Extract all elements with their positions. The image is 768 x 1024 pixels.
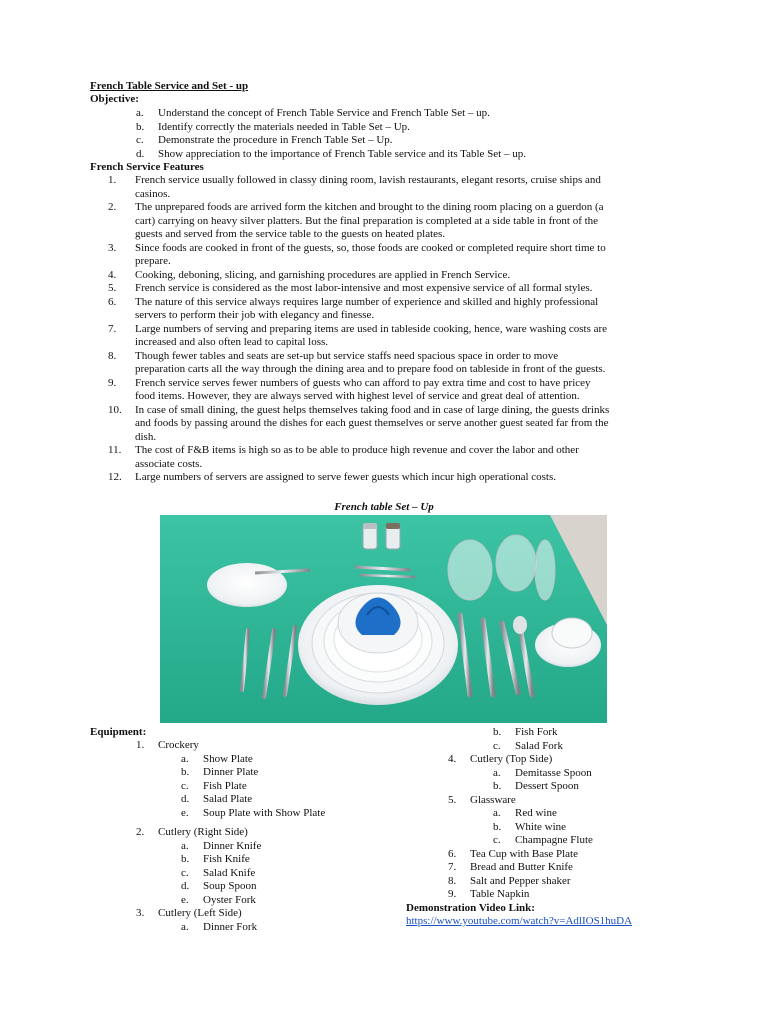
equipment-item <box>448 740 728 754</box>
list-text: Cutlery (Top Side) <box>470 753 553 765</box>
equipment-item <box>136 880 416 894</box>
list-text: Dinner Knife <box>203 839 262 852</box>
list-text: Demonstrate the procedure in French Table Set – Up. <box>158 134 393 146</box>
list-marker: 6. <box>108 295 117 308</box>
list-marker: a. <box>493 766 501 779</box>
list-text: Show Plate <box>203 752 253 765</box>
equipment-item <box>448 767 728 781</box>
list-text <box>135 269 680 283</box>
list-text <box>135 242 680 269</box>
list-text: Cutlery (Right Side) <box>158 826 248 838</box>
list-marker: a. <box>136 107 144 119</box>
equipment-category <box>448 875 728 889</box>
list-marker: e. <box>181 806 189 819</box>
tea-cup <box>552 618 592 648</box>
list-text: Show appreciation to the importance of French Table service and its Table Set – up. <box>158 147 526 160</box>
feature-line: French service serves fewer numbers of guests who can afford to pay extra time and cost to have pricey <box>135 376 591 389</box>
feature-line: In case of small dining, the guest helps themselves taking food and in case of large dining, the guests drinks <box>135 403 610 416</box>
feature-line: guests and served from the service table to the guests on heated plates. <box>135 228 446 240</box>
list-marker: 8. <box>108 349 117 362</box>
list-text: Salad Fork <box>515 739 563 752</box>
equipment-item <box>136 780 416 794</box>
feature-item <box>108 269 680 283</box>
list-text <box>135 404 680 445</box>
list-marker: 9. <box>108 376 117 389</box>
feature-item <box>108 174 680 201</box>
list-marker: 4. <box>448 753 457 765</box>
equipment-category <box>448 861 728 875</box>
list-text: Salt and Pepper shaker <box>470 874 571 887</box>
list-marker: 11. <box>108 444 122 456</box>
list-marker: 3. <box>136 907 145 919</box>
equipment-category <box>448 794 728 808</box>
list-marker: b. <box>493 726 502 738</box>
list-marker: 2. <box>136 826 145 838</box>
list-text <box>135 323 680 350</box>
objective-item <box>136 107 696 121</box>
table-setup-photo <box>160 515 607 723</box>
equipment-item <box>136 921 416 935</box>
white-wine-glass <box>496 535 536 591</box>
feature-line: The nature of this service always requires large number of experience and skilled and highly professional <box>135 295 599 308</box>
list-text: Understand the concept of French Table Service and French Table Set – up. <box>158 107 490 119</box>
list-text <box>135 471 680 485</box>
features-heading: French Service Features <box>90 161 204 173</box>
equipment-item <box>136 867 416 881</box>
list-marker: b. <box>493 820 502 833</box>
demo-video-link[interactable]: https://www.youtube.com/watch?v=AdlIOS1huDA <box>406 915 633 927</box>
list-marker: 12. <box>108 471 122 483</box>
list-marker: 6. <box>448 847 457 860</box>
objective-heading: Objective: <box>90 93 139 105</box>
list-text: Glassware <box>470 793 516 806</box>
equipment-heading: Equipment: <box>90 726 147 738</box>
list-marker: e. <box>181 893 189 906</box>
list-text: Dinner Plate <box>203 766 259 778</box>
list-marker: 5. <box>448 793 457 806</box>
list-text: Cutlery (Left Side) <box>158 907 242 919</box>
feature-line: French service usually followed in classy dining room, lavish restaurants, elegant resorts, cruise ships and <box>135 174 601 186</box>
list-marker: 10. <box>108 403 122 416</box>
list-text <box>135 377 680 404</box>
feature-line: food items. However, they are always served with highest level of service and great deal of attention. <box>135 390 580 402</box>
feature-line: and foods by passing around the dishes for each guest themselves or serve another guest seated far from the <box>135 417 609 429</box>
list-text: Oyster Fork <box>203 893 256 906</box>
list-text: Table Napkin <box>470 888 530 900</box>
feature-line: The cost of F&B items is high so as to be able to produce high revenue and cover the labor and other <box>135 444 579 456</box>
equipment-item <box>136 840 416 854</box>
list-marker: a. <box>181 752 189 765</box>
list-text: Fish Fork <box>515 726 558 738</box>
equipment-item <box>448 821 728 835</box>
equipment-list-right <box>448 726 728 902</box>
feature-item <box>108 296 680 323</box>
features-list <box>108 174 680 485</box>
list-text <box>135 350 680 377</box>
document-title: French Table Service and Set - up <box>90 80 249 92</box>
feature-line: French service is considered as the most labor-intensive and most expensive service of all formal styles. <box>135 282 593 294</box>
feature-item <box>108 471 680 485</box>
list-marker: d. <box>181 880 190 892</box>
feature-line: Cooking, deboning, slicing, and garnishing procedures are applied in French Service. <box>135 268 511 281</box>
equipment-item <box>136 853 416 867</box>
equipment-category <box>136 907 416 921</box>
list-marker: d. <box>136 147 145 160</box>
list-text <box>135 174 680 201</box>
demo-video-heading: Demonstration Video Link: <box>406 902 535 914</box>
feature-line: casinos. <box>135 187 171 200</box>
list-text: Crockery <box>158 739 199 751</box>
list-text: Tea Cup with Base Plate <box>470 847 578 860</box>
list-marker: c. <box>493 834 501 846</box>
equipment-list-left <box>136 739 416 934</box>
list-marker: 2. <box>108 201 117 213</box>
list-text: Red wine <box>515 807 557 819</box>
equipment-item <box>136 793 416 807</box>
list-marker: 8. <box>448 874 457 887</box>
list-marker: 1. <box>136 739 145 751</box>
feature-line: Large numbers of serving and preparing items are used in tableside cooking, hence, ware washing costs are <box>135 322 608 335</box>
list-marker: c. <box>181 779 189 792</box>
list-text: Soup Plate with Show Plate <box>203 806 326 819</box>
feature-item <box>108 323 680 350</box>
equipment-category <box>136 826 416 840</box>
list-marker: c. <box>181 866 189 879</box>
objective-list <box>136 107 696 161</box>
feature-line: preparation carts all the way through the dining area and to prepare food on tableside in front of the guests. <box>135 363 606 375</box>
list-text: Bread and Butter Knife <box>470 861 573 873</box>
equipment-item <box>448 726 728 740</box>
list-marker: 9. <box>448 888 457 900</box>
equipment-item <box>136 753 416 767</box>
feature-line: Since foods are cooked in front of the guests, so, those foods are cooked or completed require short time to <box>135 241 606 254</box>
feature-line: servers to perform their job with elegancy and finesse. <box>135 309 375 321</box>
list-marker: a. <box>493 807 501 819</box>
equipment-item <box>136 807 416 821</box>
list-text: Fish Plate <box>203 779 247 792</box>
list-text: Dessert Spoon <box>515 780 579 792</box>
list-marker: 7. <box>448 861 457 873</box>
feature-line: The unprepared foods are arrived form the kitchen and brought to the dining room placing on a guerdon (a <box>135 201 604 213</box>
list-marker: 1. <box>108 174 117 186</box>
feature-line: Though fewer tables and seats are set-up but service staffs need spacious space in order to move <box>135 349 559 362</box>
bread-plate <box>207 563 287 607</box>
objective-item <box>136 148 696 162</box>
list-text: Salad Knife <box>203 866 256 879</box>
list-marker: 3. <box>108 241 117 254</box>
list-text: Salad Plate <box>203 793 253 805</box>
equipment-category <box>448 848 728 862</box>
feature-item <box>108 404 680 445</box>
list-marker: 5. <box>108 282 117 294</box>
list-text: Identify correctly the materials needed in Table Set – Up. <box>158 120 410 133</box>
list-marker: 4. <box>108 268 117 281</box>
list-marker: d. <box>181 793 190 805</box>
list-text: Demitasse Spoon <box>515 766 592 779</box>
feature-line: increased and also often lead to capital loss. <box>135 336 329 348</box>
objective-item <box>136 134 696 148</box>
feature-item <box>108 242 680 269</box>
equipment-category <box>448 888 728 902</box>
equipment-category <box>136 739 416 753</box>
list-text: Dinner Fork <box>203 920 258 933</box>
equipment-item <box>448 780 728 794</box>
figure-caption: French table Set – Up <box>334 501 434 513</box>
list-text <box>135 444 680 471</box>
list-marker: 7. <box>108 322 117 335</box>
list-marker: b. <box>181 853 190 865</box>
soup-spoon <box>513 616 527 634</box>
list-text: Soup Spoon <box>203 880 257 892</box>
list-text <box>135 201 680 242</box>
list-text: White wine <box>515 820 567 833</box>
list-marker: b. <box>181 766 190 778</box>
list-marker: b. <box>136 120 145 133</box>
feature-line: prepare. <box>135 255 171 267</box>
feature-line: dish. <box>135 430 157 443</box>
feature-item <box>108 201 680 242</box>
feature-line: associate costs. <box>135 457 203 470</box>
list-text <box>135 282 680 296</box>
list-marker: b. <box>493 780 502 792</box>
equipment-item <box>136 766 416 780</box>
equipment-item <box>136 894 416 908</box>
objective-item <box>136 121 696 135</box>
list-marker: a. <box>181 839 189 852</box>
feature-line: cart) carrying on heavy silver platters. But the final preparation is completed at a side table in front of the <box>135 214 599 227</box>
list-text: Fish Knife <box>203 853 250 865</box>
feature-line: Large numbers of servers are assigned to serve fewer guests which incur high operational costs. <box>135 471 557 483</box>
feature-item <box>108 377 680 404</box>
list-text <box>135 296 680 323</box>
equipment-category <box>448 753 728 767</box>
champagne-flute <box>535 540 555 600</box>
list-text: Champagne Flute <box>515 834 593 846</box>
feature-item <box>108 350 680 377</box>
feature-item <box>108 444 680 471</box>
list-marker: a. <box>181 920 189 933</box>
list-marker: c. <box>493 739 501 752</box>
equipment-item <box>448 834 728 848</box>
list-marker: c. <box>136 134 144 146</box>
feature-item <box>108 282 680 296</box>
red-wine-glass <box>448 540 492 600</box>
equipment-item <box>448 807 728 821</box>
